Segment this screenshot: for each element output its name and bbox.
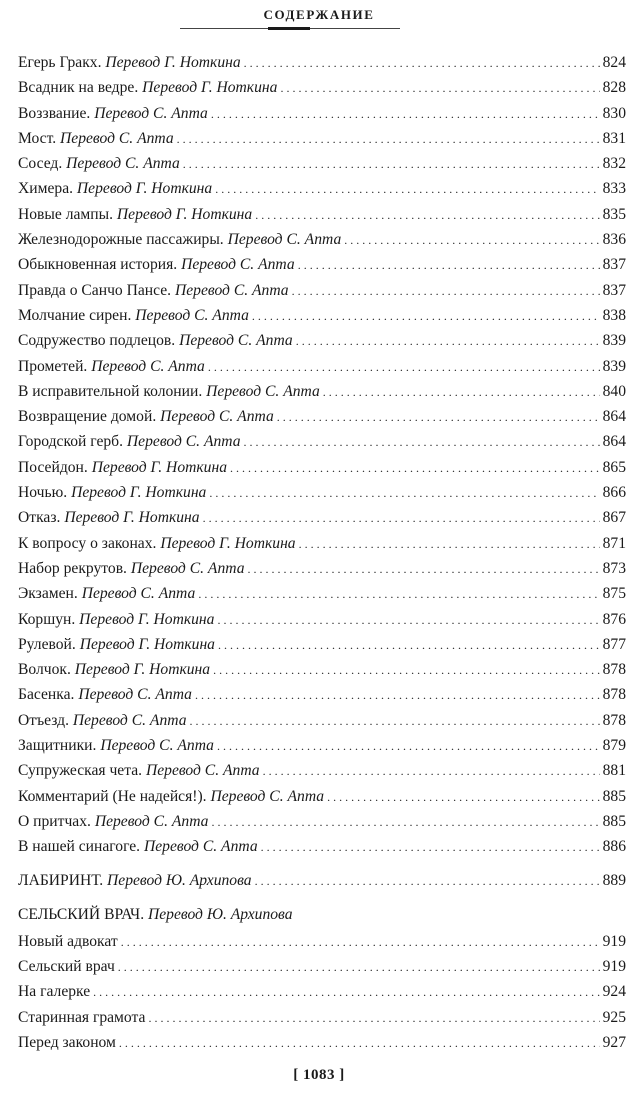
dot-leader (203, 505, 600, 530)
page-title: СОДЕРЖАНИЕ (263, 7, 375, 22)
toc-entry[interactable] (18, 708, 626, 733)
entry-title: Молчание сирен. (18, 306, 132, 324)
entry-page: 838 (602, 306, 626, 324)
entry-translator: Перевод С. Апта (94, 104, 208, 122)
entry-page: 877 (602, 635, 626, 653)
entry-translator: Перевод Г. Ноткина (105, 54, 241, 71)
entry-page: 885 (602, 787, 626, 805)
entry-title: Отъезд. (18, 711, 69, 729)
header-rule (180, 28, 400, 29)
entry-translator: Перевод С. Апта (130, 559, 245, 577)
dot-leader (121, 929, 600, 954)
toc-entry[interactable] (18, 784, 626, 809)
section-heading-country-doctor (18, 901, 626, 929)
entry-translator: Перевод С. Апта (179, 332, 293, 350)
entry-page: 927 (602, 1033, 626, 1051)
entry-page: 832 (602, 155, 626, 173)
toc-entry[interactable] (18, 581, 626, 606)
section-gap (18, 860, 626, 868)
country-doctor-entries (18, 929, 626, 1055)
dot-leader (93, 979, 599, 1004)
entry-translator: Перевод Г. Ноткина (79, 635, 215, 653)
entry-title: Защитники. (18, 737, 97, 755)
toc-entry[interactable] (18, 657, 626, 682)
entry-page: 864 (602, 408, 626, 426)
entry-translator: Перевод Г. Ноткина (142, 79, 278, 97)
toc-entry[interactable] (18, 303, 626, 328)
entry-page: 830 (602, 104, 626, 122)
entry-title: Экзамен. (18, 585, 78, 603)
entry-page: 919 (602, 958, 626, 976)
toc-entry[interactable] (18, 176, 626, 201)
entry-title: Новый адвокат (18, 932, 118, 950)
dot-leader (230, 455, 600, 480)
toc-entry[interactable] (18, 455, 626, 480)
entry-page: 881 (602, 762, 626, 780)
entry-translator: Перевод С. Апта (174, 281, 289, 299)
entry-title: Комментарий (Не надейся!). (18, 787, 207, 805)
entry-page: 919 (602, 932, 626, 950)
entry-title: ЛАБИРИНТ. (18, 871, 104, 889)
entry-title: Супружеская чета. (18, 762, 143, 780)
toc-entry[interactable] (18, 151, 626, 176)
entry-title: Сельский врач (18, 958, 115, 976)
toc-entry[interactable] (18, 75, 626, 100)
toc-entry[interactable] (18, 101, 626, 126)
entry-page: 840 (602, 382, 626, 400)
entry-title: Городской герб. (18, 433, 124, 451)
entry-page: 886 (602, 838, 626, 856)
toc-entry[interactable] (18, 834, 626, 859)
entry-page: 867 (602, 509, 626, 527)
entry-translator: Перевод С. Апта (78, 686, 192, 704)
entry-translator: Перевод Г. Ноткина (71, 484, 207, 502)
toc-entry[interactable] (18, 979, 626, 1004)
dot-leader (255, 868, 600, 893)
entry-page: 831 (602, 129, 626, 147)
dot-leader (198, 581, 599, 606)
dot-leader (277, 404, 600, 429)
entry-page: 866 (602, 484, 626, 502)
entry-title: Обыкновенная история. (18, 256, 178, 274)
dot-leader (252, 303, 600, 328)
toc-entry[interactable] (18, 1030, 626, 1055)
dot-leader (217, 733, 600, 758)
dot-leader (255, 202, 599, 227)
entry-translator: Перевод С. Апта (144, 838, 258, 856)
dot-leader (183, 151, 600, 176)
entry-translator: Перевод Г. Ноткина (64, 509, 200, 527)
entry-translator: Перевод С. Апта (227, 231, 342, 249)
entry-translator: Перевод С. Апта (206, 382, 320, 400)
entry-title: Волчок. (18, 661, 71, 679)
dot-leader (217, 607, 599, 632)
entry-title: Отказ. (18, 509, 61, 527)
entry-page: 839 (602, 357, 626, 375)
toc-entry[interactable] (18, 632, 626, 657)
section-title: СЕЛЬСКИЙ ВРАЧ. (18, 905, 145, 923)
entry-page: 833 (602, 180, 626, 198)
entry-translator: Перевод С. Апта (145, 762, 260, 780)
entry-translator: Перевод С. Апта (100, 737, 214, 755)
entry-page: 925 (602, 1008, 626, 1026)
entry-translator: Перевод С. Апта (160, 408, 274, 426)
dot-leader (344, 227, 599, 252)
entry-page: 824 (602, 54, 626, 71)
entry-page: 871 (602, 534, 626, 552)
dot-leader (263, 758, 600, 783)
toc-entry[interactable] (18, 227, 626, 252)
dot-leader (244, 50, 600, 75)
entry-page: 835 (602, 205, 626, 223)
entry-page: 873 (602, 559, 626, 577)
toc-entry[interactable] (18, 929, 626, 954)
entry-title: Ночью. (18, 484, 68, 502)
dot-leader (208, 354, 600, 379)
entry-translator: Перевод Г. Ноткина (160, 534, 296, 552)
entry-translator: Перевод С. Апта (72, 711, 187, 729)
entry-page: 875 (602, 585, 626, 603)
toc-entry[interactable] (18, 607, 626, 632)
dot-leader (292, 278, 600, 303)
page-number: [ 1083 ] (293, 1067, 345, 1083)
dot-leader (119, 1030, 600, 1055)
running-header (0, 6, 638, 24)
toc-entry[interactable] (18, 682, 626, 707)
entry-translator: Перевод Г. Ноткина (91, 458, 227, 476)
entry-title: Коршун. (18, 610, 76, 628)
entry-title: Новые лампы. (18, 205, 114, 223)
entry-page: 837 (602, 256, 626, 274)
entry-page: 839 (602, 332, 626, 350)
toc-entry[interactable] (18, 809, 626, 834)
toc-entry[interactable] (18, 556, 626, 581)
entry-translator: Перевод Г. Ноткина (76, 180, 213, 198)
toc-entry[interactable] (18, 252, 626, 277)
entry-page: 878 (602, 686, 626, 704)
entry-page: 836 (602, 231, 626, 249)
toc-entry-labyrinth[interactable] (18, 868, 626, 893)
section-translator: Перевод Ю. Архипова (148, 905, 293, 923)
dot-leader (177, 126, 600, 151)
table-of-contents (18, 50, 626, 1055)
entry-translator: Перевод С. Апта (210, 787, 325, 805)
entries-list (18, 50, 626, 860)
entry-title: Перед законом (18, 1033, 116, 1051)
dot-leader (190, 708, 600, 733)
toc-entry[interactable] (18, 954, 626, 979)
entry-page: 879 (602, 737, 626, 755)
entry-page: 885 (602, 812, 626, 830)
entry-translator: Перевод Г. Ноткина (116, 205, 253, 223)
toc-entry[interactable] (18, 531, 626, 556)
dot-leader (211, 101, 600, 126)
entry-page: 876 (602, 610, 626, 628)
entry-title: Возвращение домой. (18, 408, 157, 426)
toc-entry[interactable] (18, 354, 626, 379)
dot-leader (296, 328, 600, 353)
toc-entry[interactable] (18, 505, 626, 530)
entry-title: Сосед. (18, 155, 63, 173)
entry-translator: Перевод С. Апта (60, 129, 174, 147)
entry-title: Набор рекрутов. (18, 559, 127, 577)
dot-leader (218, 632, 600, 657)
entry-title: Железнодорожные пассажиры. (18, 231, 224, 249)
entry-title: На галерке (18, 983, 91, 1001)
entry-title: Рулевой. (18, 635, 76, 653)
entry-title: Воззвание. (18, 104, 91, 122)
dot-leader (213, 657, 600, 682)
entry-translator: Перевод С. Апта (91, 357, 205, 375)
entry-title: В нашей синагоге. (18, 838, 141, 856)
entry-title: Прометей. (18, 357, 88, 375)
toc-entry[interactable] (18, 278, 626, 303)
entry-page: 837 (602, 281, 626, 299)
entry-translator: Перевод С. Апта (66, 155, 180, 173)
entry-title: Мост. (18, 129, 57, 147)
entry-page: 924 (602, 983, 626, 1001)
entry-title: Посейдон. (18, 458, 88, 476)
dot-leader (280, 75, 599, 100)
dot-leader (244, 429, 600, 454)
entry-page: 828 (602, 79, 626, 97)
entry-page: 865 (602, 458, 626, 476)
entry-translator: Перевод С. Апта (81, 585, 196, 603)
toc-entry[interactable] (18, 379, 626, 404)
entry-page: 878 (602, 711, 626, 729)
toc-entry[interactable] (18, 1005, 626, 1030)
dot-leader (211, 809, 599, 834)
entry-title: В исправительной колонии. (18, 382, 203, 400)
dot-leader (195, 682, 600, 707)
dot-leader (148, 1005, 599, 1030)
entry-title: Старинная грамота (18, 1008, 146, 1026)
entry-title: Содружество подлецов. (18, 332, 176, 350)
dot-leader (261, 834, 600, 859)
entry-translator: Перевод Г. Ноткина (79, 610, 215, 628)
entry-title: Егерь Гракх. (18, 54, 102, 71)
dot-leader (248, 556, 600, 581)
toc-entry[interactable] (18, 126, 626, 151)
toc-entry[interactable] (18, 733, 626, 758)
toc-entry[interactable] (18, 202, 626, 227)
dot-leader (298, 252, 600, 277)
entry-translator: Перевод Г. Ноткина (74, 661, 211, 679)
entry-title: Басенка. (18, 686, 75, 704)
dot-leader (327, 784, 600, 809)
entry-page: 864 (602, 433, 626, 451)
dot-leader (323, 379, 600, 404)
entry-title: О притчах. (18, 812, 91, 830)
entry-translator: Перевод С. Апта (181, 256, 295, 274)
entry-title: Всадник на ведре. (18, 79, 139, 97)
toc-entry[interactable] (18, 758, 626, 783)
entry-title: Химера. (18, 180, 74, 198)
entry-translator: Перевод С. Апта (135, 306, 249, 324)
entry-translator: Перевод С. Апта (94, 812, 209, 830)
section-gap (18, 893, 626, 901)
dot-leader (209, 480, 599, 505)
toc-entry[interactable] (18, 50, 626, 75)
entry-title: К вопросу о законах. (18, 534, 157, 552)
entry-title: Правда о Санчо Пансе. (18, 281, 172, 299)
entry-page: 889 (602, 871, 626, 889)
toc-entry[interactable] (18, 328, 626, 353)
entry-translator: Перевод С. Апта (126, 433, 241, 451)
toc-entry[interactable] (18, 429, 626, 454)
dot-leader (215, 176, 599, 201)
dot-leader (299, 531, 600, 556)
dot-leader (118, 954, 600, 979)
toc-entry[interactable] (18, 404, 626, 429)
toc-entry[interactable] (18, 480, 626, 505)
entry-page: 878 (602, 661, 626, 679)
entry-translator: Перевод Ю. Архипова (107, 871, 252, 889)
